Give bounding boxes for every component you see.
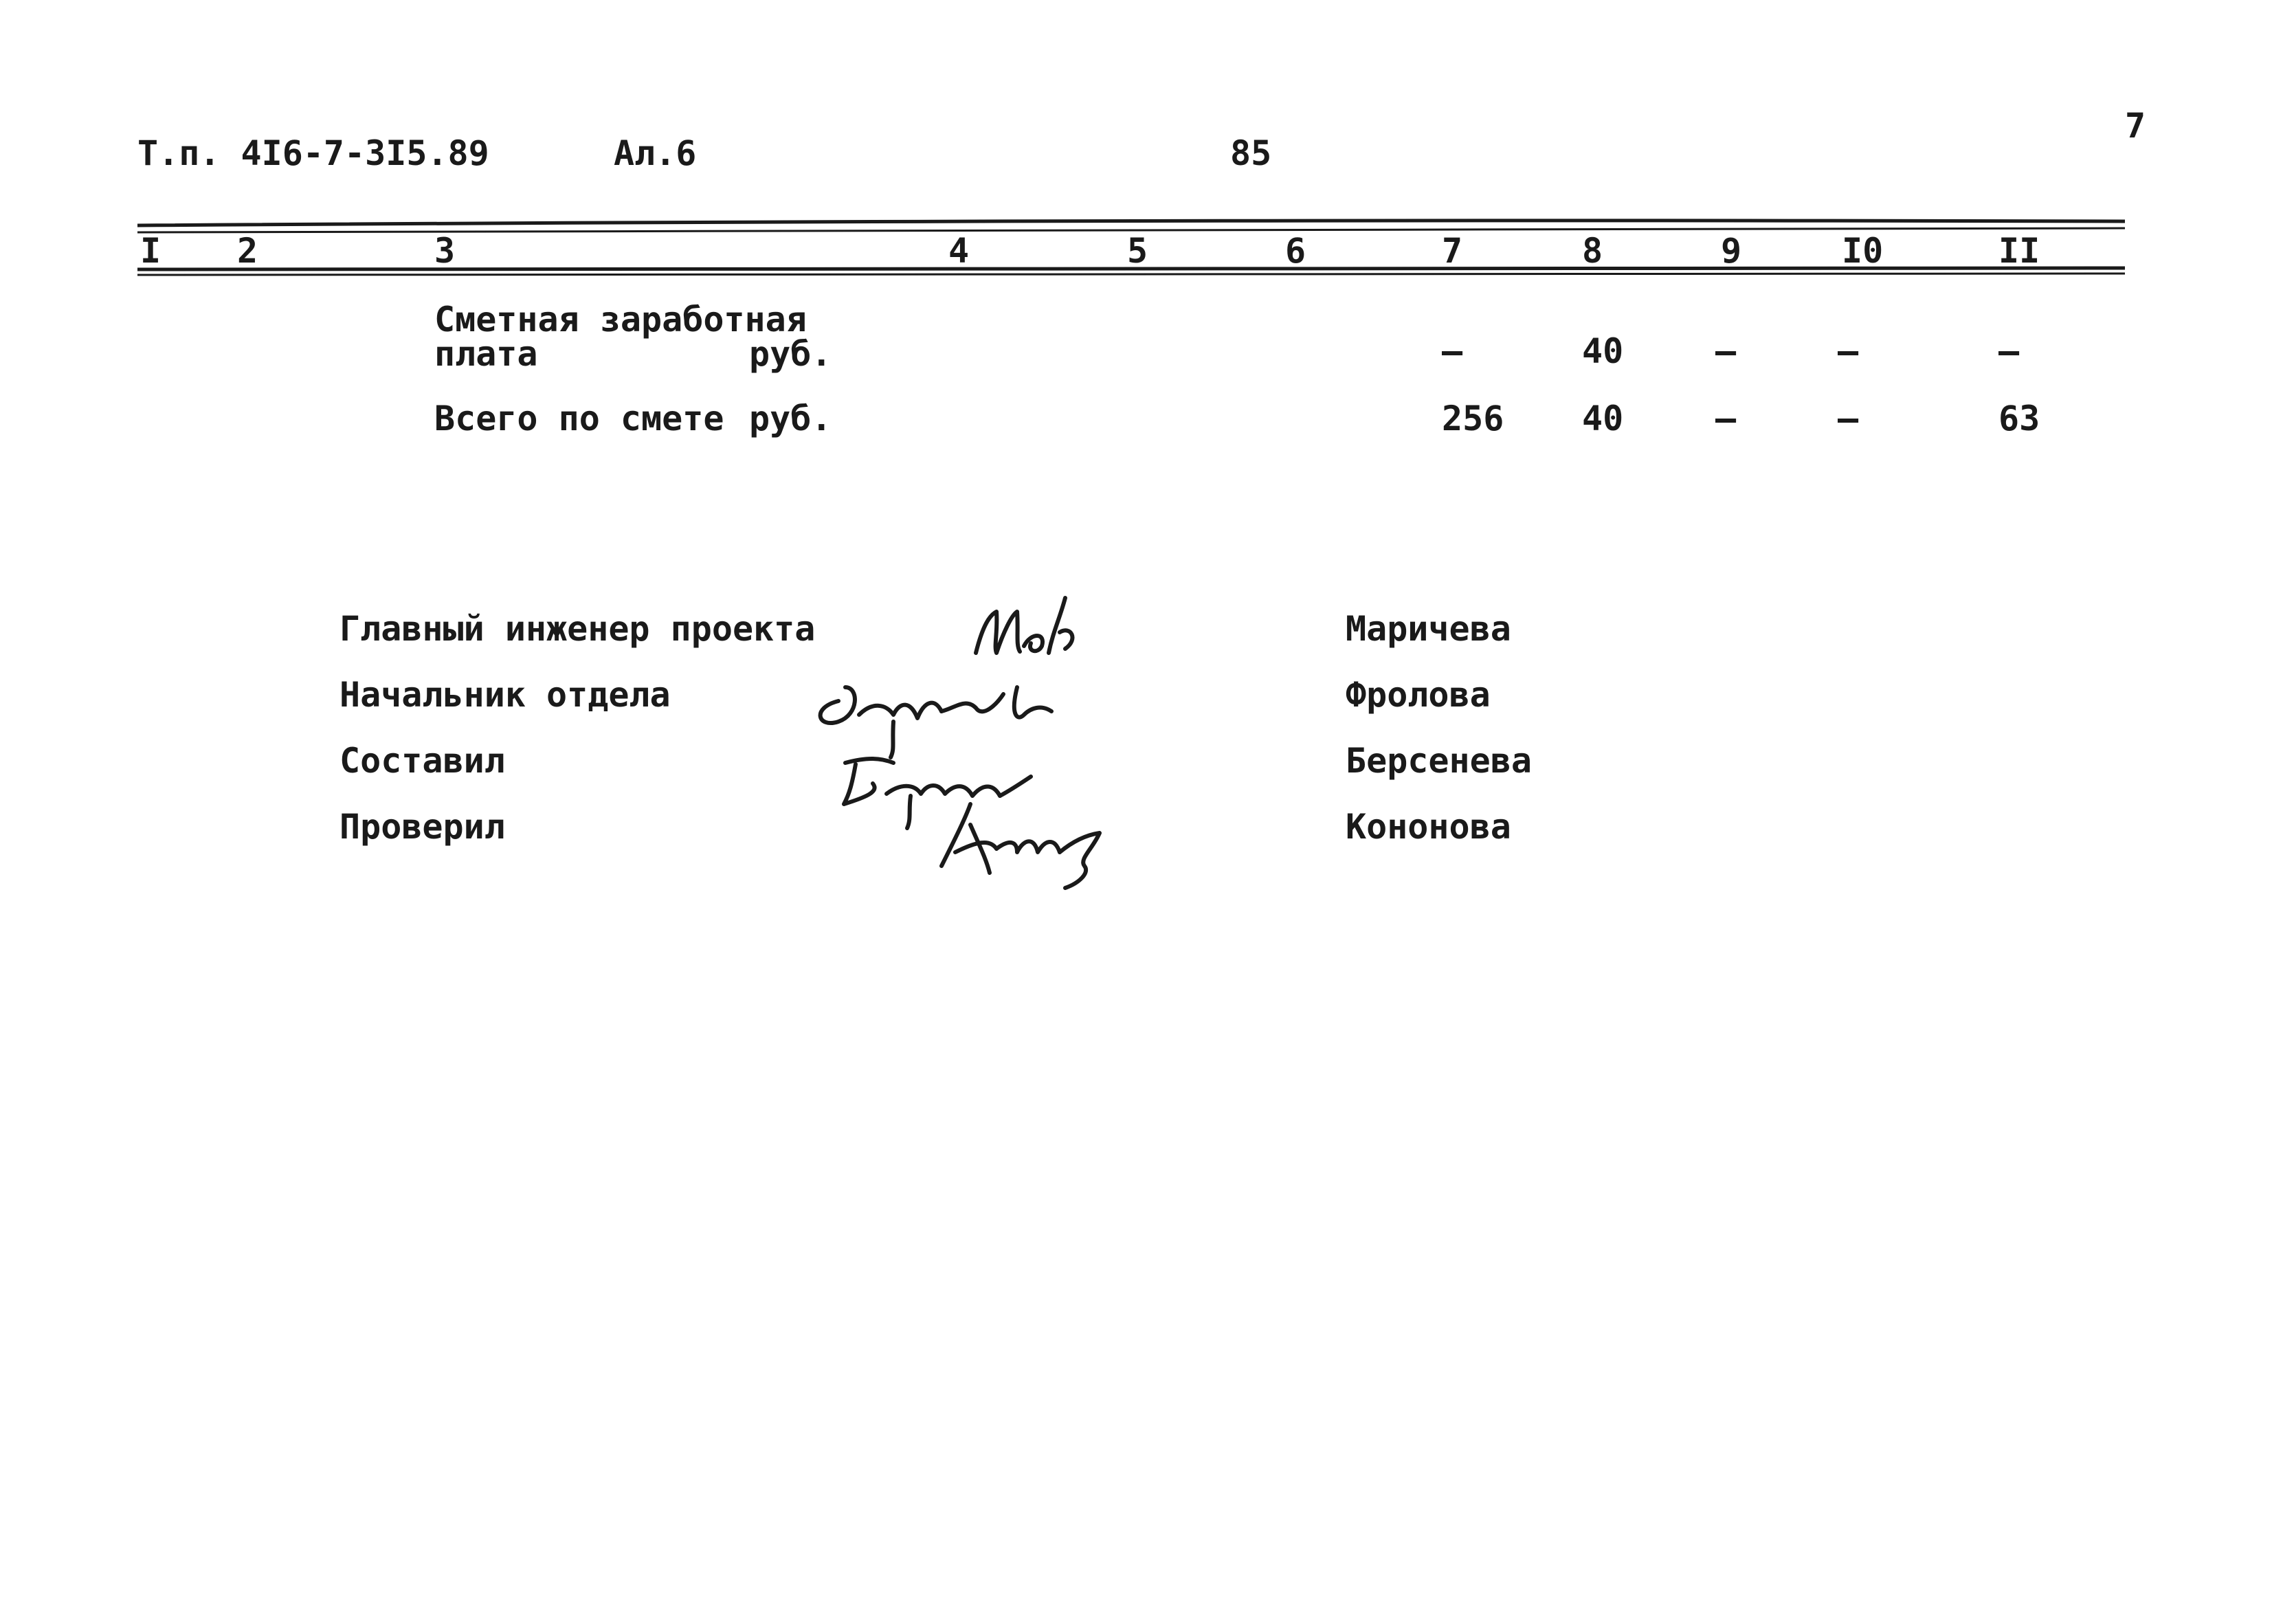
column-number-7: 7 [1442,231,1463,271]
cell-wages-col10: – [1838,331,1859,371]
cell-wages-col8: 40 [1582,331,1624,371]
column-number-2: 2 [237,231,258,271]
row-label-wages-line1: Сметная заработная [434,300,807,340]
cell-total-col8: 40 [1582,399,1624,438]
cell-wages-col9: – [1715,331,1737,371]
cell-wages-col11: – [1998,331,2020,371]
column-number-6: 6 [1285,231,1306,271]
handwritten-signatures [790,577,1175,900]
cell-total-col7: 256 [1442,399,1504,438]
signature-name-chief-engineer: Маричева [1346,609,1511,649]
page-number: 85 [1230,133,1272,173]
row-unit-wages: руб. [749,334,832,374]
cell-wages-col7: – [1442,331,1463,371]
cell-total-col9: – [1715,399,1737,438]
cell-total-col11: 63 [1998,399,2040,438]
signature-name-checked-by: Кононова [1346,807,1511,847]
signature-role-chief-engineer: Главный инженер проекта [339,609,816,649]
signature-role-compiled-by: Составил [339,741,505,781]
signature-role-checked-by: Проверил [339,807,505,847]
column-number-8: 8 [1582,231,1603,271]
row-unit-total: руб. [749,399,832,438]
column-number-3: 3 [434,231,456,271]
column-number-5: 5 [1127,231,1148,271]
signature-name-department-head: Фролова [1346,675,1491,715]
signature-role-department-head: Начальник отдела [339,675,671,715]
column-number-11: II [1998,231,2040,271]
signature-name-compiled-by: Берсенева [1346,741,1532,781]
row-label-wages-line2: плата [434,334,538,374]
cell-total-col10: – [1838,399,1859,438]
corner-mark: 7 [2125,106,2146,146]
row-label-total: Всего по смете [434,399,724,438]
column-number-1: I [140,231,162,271]
column-number-4: 4 [948,231,970,271]
column-number-10: I0 [1842,231,1884,271]
album-number: Ал.6 [614,133,697,173]
document-code: Т.п. 4I6-7-3I5.89 [137,133,489,173]
column-number-9: 9 [1721,231,1742,271]
